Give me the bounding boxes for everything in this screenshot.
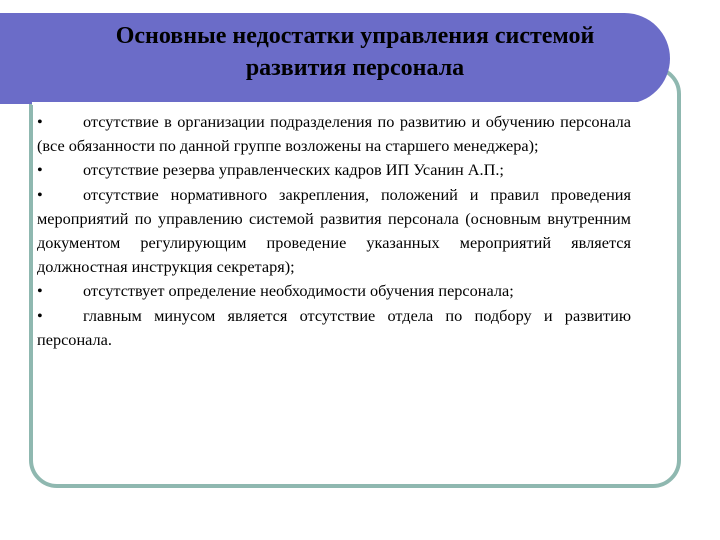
- list-item: [37, 110, 631, 158]
- slide-title: Основные недостатки управления системой развития персонала: [115, 23, 595, 81]
- list-item: [37, 183, 631, 280]
- bullet-marker: •: [37, 112, 43, 131]
- bullet-marker: •: [37, 281, 43, 301]
- list-item: [37, 279, 631, 303]
- bullet-marker: •: [37, 160, 43, 180]
- list-item-text: отсутствие резерва управленческих кадров ИП Усанин А.П.;: [83, 160, 504, 180]
- bullet-list: [37, 110, 631, 352]
- bullet-marker: •: [37, 305, 43, 325]
- title-divider: [32, 102, 638, 105]
- list-item-text: отсутствие в организации подразделения по развитию и обучению персонала (все обязанности по данной группе возложены на старшего менеджера);: [37, 112, 631, 156]
- list-item-text: отсутствие нормативного закрепления, положений и правил проведения мероприятий по управлению системой развития персонала (основным внутренним документом регулирующим проведение указанных мероприятий является должностная инструкция секретаря);: [37, 184, 631, 277]
- list-item-text: отсутствует определение необходимости обучения персонала;: [83, 281, 514, 301]
- list-item-text: главным минусом является отсутствие отдела по подбору и развитию персонала.: [37, 305, 631, 349]
- list-item: [37, 304, 631, 352]
- bullet-marker: •: [37, 184, 43, 204]
- list-item: [37, 158, 631, 182]
